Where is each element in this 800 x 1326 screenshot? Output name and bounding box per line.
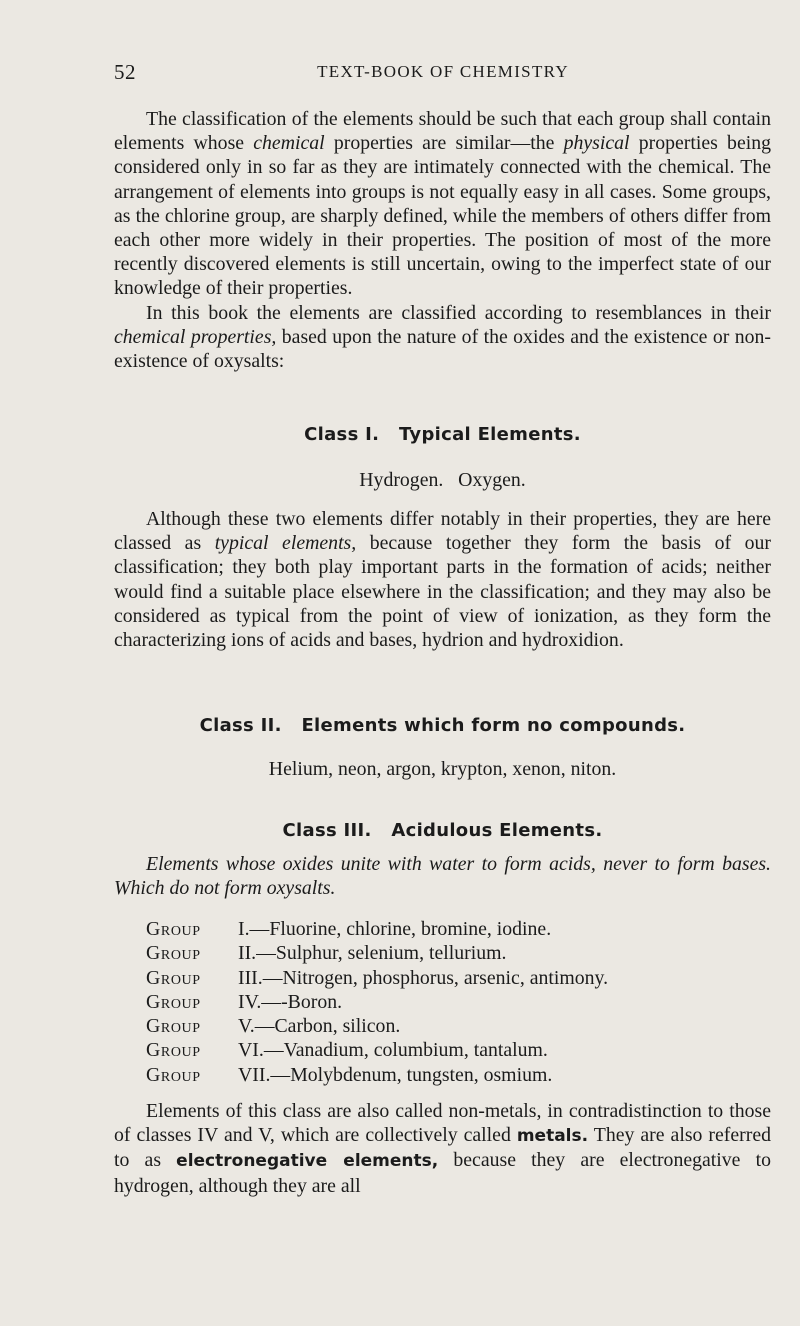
list-item [146,1038,766,1062]
class-1-description [114,507,771,652]
group-numeral: II. [238,942,257,965]
group-members: —-Boron. [261,990,343,1013]
group-members: —Carbon, silicon. [254,1015,401,1038]
class-1-paragraph [114,507,771,652]
class-1-elements: Hydrogen. Oxygen. [359,469,526,491]
list-item [146,966,766,990]
intro-p1-emphasis-chemical: chemical [253,132,325,155]
class-3-closing [114,1099,771,1198]
list-item [146,1014,766,1038]
group-numeral: I. [238,918,250,940]
class-1-heading: Class I. Typical Elements. [304,424,581,445]
introduction [114,107,771,373]
group-label: Group [146,1039,201,1062]
intro-p1-text: properties being considered only in so far as they are intimately connected with the chemical. The arrangement of elements into groups is not equally easy in all cases. Some groups, as the chlorine group, are sharply defined, while the members of others differ from each other more widely in their properties. The position of most of the more recently discovered elements is still uncertain, owing to the imperfect state of our knowledge of their properties. [114,132,771,300]
group-members: —Sulphur, selenium, tellurium. [256,942,507,965]
closing-text: They are also referred to as [114,1124,771,1172]
intro-p1-text: properties are similar—the [324,132,564,155]
group-label: Group [146,1063,201,1086]
page-number: 52 [114,60,136,84]
class-1-emphasis: typical elements, [214,532,357,555]
group-label: Group [146,966,201,989]
closing-text: Elements of this class are also called non-metals, in contradistinction to those of classes IV and V, which are collectively called [114,1100,771,1147]
intro-paragraph-1 [114,107,771,301]
group-label: Group [146,990,201,1013]
intro-paragraph-2 [114,301,771,374]
list-item [146,1063,766,1087]
list-item [146,990,766,1014]
list-item [146,917,766,941]
closing-paragraph [114,1099,771,1198]
running-title: TEXT-BOOK OF CHEMISTRY [317,62,569,81]
group-numeral: III. [238,966,263,989]
list-item [146,941,766,965]
class-1-text: because together they form the basis of our classification; they both play important parts in the formation of acids; neither would find a suitable place elsewhere in the classification; and they may also be considered as typical from the point of view of ionization, as they form the characterizing ions of acids and bases, hydrion and hydroxidion. [114,532,771,652]
intro-p1-text: The classification of the elements should be such that each group shall contain elements whose [114,108,771,155]
group-members: —Nitrogen, phosphorus, arsenic, antimony. [262,966,609,989]
class-3-definition: Elements whose oxides unite with water to form acids, never to form bases. Which do not form oxysalts. [114,853,771,900]
class-1-text: Although these two elements differ notably in their properties, they are here classed as [114,508,771,555]
class-3-heading: Class III. Acidulous Elements. [282,820,603,841]
group-numeral: VI. [238,1039,264,1062]
group-label: Group [146,1015,201,1038]
group-label: Group [146,918,201,940]
group-members: —Vanadium, columbium, tantalum. [263,1039,548,1062]
class-3-description [114,852,771,900]
intro-p1-emphasis-physical: physical [563,132,630,155]
group-members: —Molybdenum, tungsten, osmium. [270,1063,553,1086]
intro-p2-text: based upon the nature of the oxides and the existence or non-existence of oxysalts: [114,325,771,373]
closing-text: because they are electronegative to hydrogen, although they are all [114,1149,771,1197]
class-2-heading: Class II. Elements which form no compounds. [199,715,686,736]
intro-p2-emphasis: chemical properties, [114,325,277,348]
group-numeral: V. [238,1015,255,1038]
group-list [146,917,766,1087]
group-numeral: IV. [238,990,262,1013]
group-numeral: VII. [238,1063,271,1086]
closing-bold-metals: metals. [516,1126,589,1147]
closing-bold-electronegative: electronegative elements, [176,1151,439,1172]
group-members: —Fluorine, chlorine, bromine, iodine. [249,918,552,940]
intro-p2-text: In this book the elements are classified according to resemblances in their [146,301,771,324]
class-2-elements: Helium, neon, argon, krypton, xenon, niton. [268,758,617,780]
group-label: Group [146,942,201,965]
running-head [114,60,772,88]
